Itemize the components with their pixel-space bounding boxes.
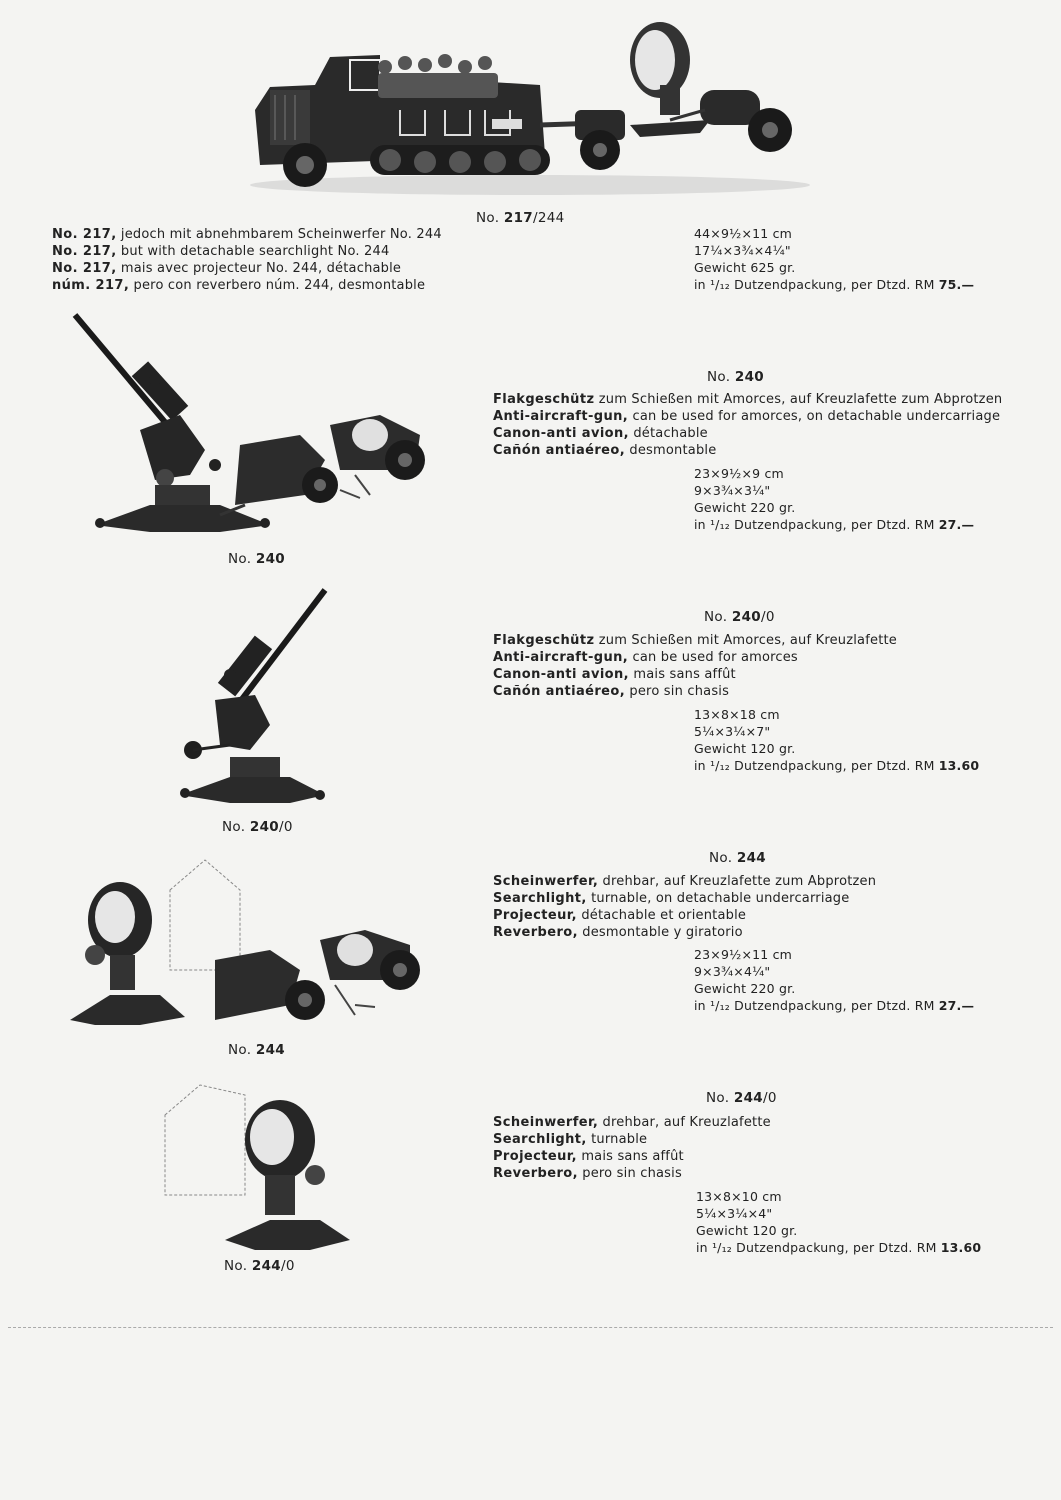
price: 27.— [938,998,975,1013]
dimensions-inch: 17¼×3¾×4¼" [694,243,791,258]
weight: Gewicht 220 gr. [694,500,796,515]
product-specs-217-244 [694,225,974,293]
product-label-244: No. 244 [228,1042,285,1058]
dimensions-inch: 5¼×3¼×4" [696,1206,773,1221]
product-description-240 [493,391,1002,459]
description-line-de: Scheinwerfer, drehbar, auf Kreuzlafette [493,1115,771,1130]
description-line-de: Flakgeschütz zum Schießen mit Amorces, auf Kreuzlafette zum Abprotzen [493,392,1003,407]
weight: Gewicht 625 gr. [694,260,796,275]
description-line-fr: Canon-anti avion, mais sans affût [493,667,736,682]
description-line-de: Flakgeschütz zum Schießen mit Amorces, auf Kreuzlafette [493,633,897,648]
product-label-240: No. 240 [228,551,285,567]
description-line-en: Searchlight, turnable [493,1132,648,1147]
description-line-es: núm. 217, pero con reverbero núm. 244, desmontable [52,278,426,293]
description-line-de: Scheinwerfer, drehbar, auf Kreuzlafette zum Abprotzen [493,874,877,889]
searchlight-illustration [160,1075,355,1255]
description-line-en: Anti-aircraft-gun, can be used for amorces [493,650,798,665]
price-line: in ¹/₁₂ Dutzendpackung, per Dtzd. RM 27.— [694,517,975,532]
product-description-244 [493,873,876,941]
dimensions-inch: 5¼×3¼×7" [694,724,771,739]
dimensions-cm: 23×9½×11 cm [694,947,793,962]
description-line-en: No. 217, but with detachable searchlight No. 244 [52,244,390,259]
price-line: in ¹/₁₂ Dutzendpackung, per Dtzd. RM 27.— [694,998,975,1013]
price-line: in ¹/₁₂ Dutzendpackung, per Dtzd. RM 75.— [694,277,975,292]
price-line: in ¹/₁₂ Dutzendpackung, per Dtzd. RM 13.60 [696,1240,982,1255]
product-label-244-0: No. 244/0 [224,1258,295,1274]
product-title-240-0: No. 240/0 [704,609,775,625]
weight: Gewicht 220 gr. [694,981,796,996]
product-specs-240 [694,465,974,533]
description-line-es: Reverbero, desmontable y giratorio [493,925,743,940]
product-specs-244 [694,946,974,1014]
product-description-217-244 [52,226,442,294]
weight: Gewicht 120 gr. [694,741,796,756]
description-line-de: No. 217, jedoch mit abnehmbarem Scheinwerfer No. 244 [52,227,442,242]
product-title-240: No. 240 [707,369,764,385]
description-line-fr: Projecteur, détachable et orientable [493,908,747,923]
price: 27.— [938,517,975,532]
product-label-217-244: No. 217/244 [476,210,565,226]
product-specs-240-0 [694,706,979,774]
weight: Gewicht 120 gr. [696,1223,798,1238]
price-line: in ¹/₁₂ Dutzendpackung, per Dtzd. RM 13.60 [694,758,980,773]
dimensions-cm: 13×8×10 cm [696,1189,782,1204]
product-title-244-0: No. 244/0 [706,1090,777,1106]
product-description-244-0 [493,1114,771,1182]
description-line-fr: No. 217, mais avec projecteur No. 244, détachable [52,261,402,276]
dimensions-cm: 13×8×18 cm [694,707,780,722]
description-line-es: Cañón antiaéreo, desmontable [493,443,717,458]
product-label-240-0: No. 240/0 [222,819,293,835]
description-line-en: Searchlight, turnable, on detachable undercarriage [493,891,850,906]
product-description-240-0 [493,632,897,700]
price: 13.60 [938,758,980,773]
price: 13.60 [940,1240,982,1255]
price: 75.— [938,277,975,292]
description-line-fr: Projecteur, mais sans affût [493,1149,684,1164]
flak-gun-illustration [175,585,335,815]
flak-gun-with-carriage-illustration [70,310,440,550]
page-bottom-rule [8,1327,1053,1328]
description-line-fr: Canon-anti avion, détachable [493,426,708,441]
searchlight-with-carriage-illustration [65,855,445,1030]
dimensions-inch: 9×3¾×4¼" [694,964,771,979]
dimensions-cm: 23×9½×9 cm [694,466,784,481]
halftrack-searchlight-illustration [230,15,810,200]
description-line-es: Cañón antiaéreo, pero sin chasis [493,684,730,699]
dimensions-cm: 44×9½×11 cm [694,226,793,241]
product-title-244: No. 244 [709,850,766,866]
description-line-en: Anti-aircraft-gun, can be used for amorces, on detachable undercarriage [493,409,1001,424]
product-specs-244-0 [696,1188,981,1256]
description-line-es: Reverbero, pero sin chasis [493,1166,682,1181]
dimensions-inch: 9×3¾×3¼" [694,483,771,498]
